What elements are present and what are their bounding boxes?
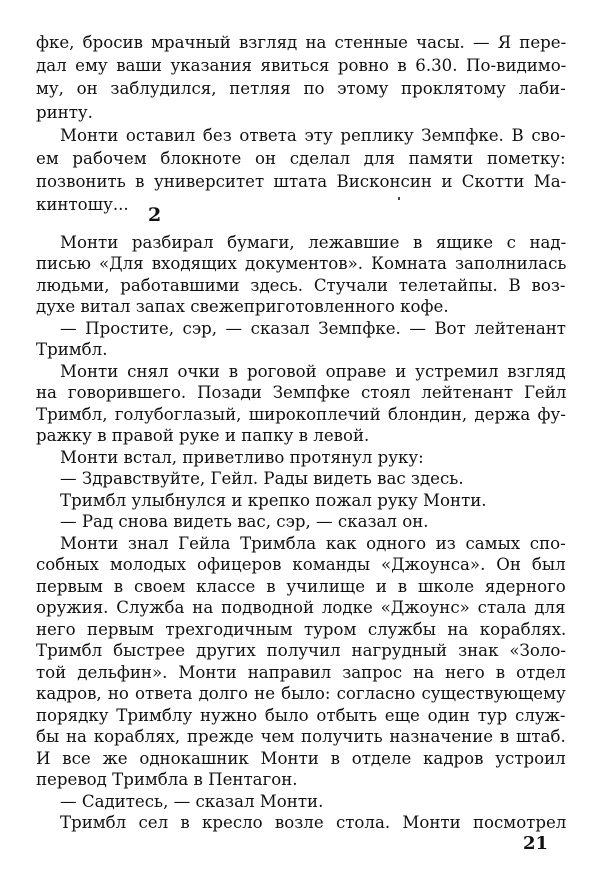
text-line [0,748,600,770]
text-line-content: позвонить в университет штата Висконсин и Скотти Ма- [36,172,567,192]
text-line-content: людьми, работавшими здесь. Стучали телетайпы. В воз- [36,275,566,295]
text-line-content: бы на кораблях, прежде чем получить назначение в штаб. [36,727,566,747]
text-line [0,77,600,100]
text-line-content: му, он заблудился, петляя по этому проклятому лаби- [36,79,566,99]
text-line [0,683,600,705]
text-line-content: — Здравствуйте, Гейл. Рады видеть вас здесь. [60,469,464,489]
text-line [0,662,600,684]
text-line-content: перевод Тримбла в Пентагон. [36,770,298,790]
text-line-content: ражку в правой руке и папку в левой. [36,426,370,446]
text-line [0,339,600,361]
text-line [0,275,600,297]
text-line-content: на говорившего. Позади Земпфке стоял лейтенант Гейл [36,383,567,403]
text-line-content: — Рад снова видеть вас, сэр, — сказал он. [60,512,429,532]
text-line-content: И все же однокашник Монти в отделе кадров устроил [36,748,566,768]
print-speck [398,197,400,200]
text-line-content: Монти оставил без ответа эту реплику Земпфке. В сво- [60,125,566,145]
text-line [0,640,600,662]
text-line-content: Тримбл. [36,340,108,360]
text-line [0,361,600,383]
text-line [0,726,600,748]
text-line-content: Монти встал, приветливо протянул руку: [60,447,424,467]
text-line [0,597,600,619]
text-line-content: первым в своем классе в училище и в школе ядерного [36,576,566,596]
text-line [0,533,600,555]
text-line-content: порядку Тримблу нужно было отбыть еще один тур служ- [36,705,566,725]
text-line-content: Монти разбирал бумаги, лежавшие в ящике с над- [60,233,567,252]
text-line-content: него первым трехгодичным туром службы на кораблях. [36,619,567,639]
text-line [0,404,600,426]
text-line [0,576,600,598]
text-line-content: кинтошу... [36,195,129,215]
text-line [0,101,600,124]
text-line-content: дал ему ваши указания явиться ровно в 6.30. По-видимо- [36,56,567,76]
text-line-content: Тримбл улыбнулся и крепко пожал руку Монти. [60,490,487,510]
text-line [0,170,600,193]
text-line [0,54,600,77]
text-line-content: кадров, но ответа долго не было: согласно существующему [36,684,566,704]
text-line [0,318,600,340]
text-line [0,468,600,490]
text-line-content: ем рабочем блокноте он сделал для памяти пометку: [36,149,566,168]
text-line-content: Тримбл, голубоглазый, широкоплечий блондин, держа фу- [36,404,566,424]
text-line-content: Тримбл сел в кресло возле стола. Монти посмотрел [60,813,567,832]
text-line-content: фке, бросив мрачный взгляд на стенные часы. — Я пере- [36,33,567,52]
text-line [0,705,600,727]
text-line-content: духе витал запах свежеприготовленного кофе. [36,297,449,317]
text-line [0,382,600,404]
text-line [0,769,600,791]
text-line-content: собных молодых офицеров команды «Джоунса». Он был [36,555,566,575]
text-line [0,193,600,216]
text-line [0,791,600,813]
text-line [0,124,600,147]
text-line [0,511,600,533]
page-number: 21 [523,833,549,854]
text-line [0,253,600,275]
text-line [0,490,600,512]
text-line [0,147,600,170]
text-line [0,812,600,834]
text-line-content: — Садитесь, — сказал Монти. [60,791,324,811]
text-line-content: Монти снял очки в роговой оправе и устремил взгляд [60,361,566,381]
text-line [0,554,600,576]
text-line [0,232,600,254]
text-line [0,425,600,447]
text-line [0,447,600,469]
text-line [0,619,600,641]
text-line-content: — Простите, сэр, — сказал Земпфке. — Вот лейтенант [60,318,566,338]
text-line [0,31,600,54]
text-line-content: Монти знал Гейла Тримбла как одного из самых спо- [60,533,566,553]
text-line [0,296,600,318]
text-line-content: ринту. [36,102,93,122]
text-line-content: Тримбл быстрее других получил нагрудный знак «Золо- [36,641,567,661]
text-line-content: той дельфин». Монти направил запрос на него в отдел [36,662,566,682]
section-number: 2 [148,204,162,226]
text-line-content: оружия. Служба на подводной лодке «Джоунс» стала для [36,598,566,618]
text-line-content: писью «Для входящих документов». Комната заполнилась [36,254,567,274]
